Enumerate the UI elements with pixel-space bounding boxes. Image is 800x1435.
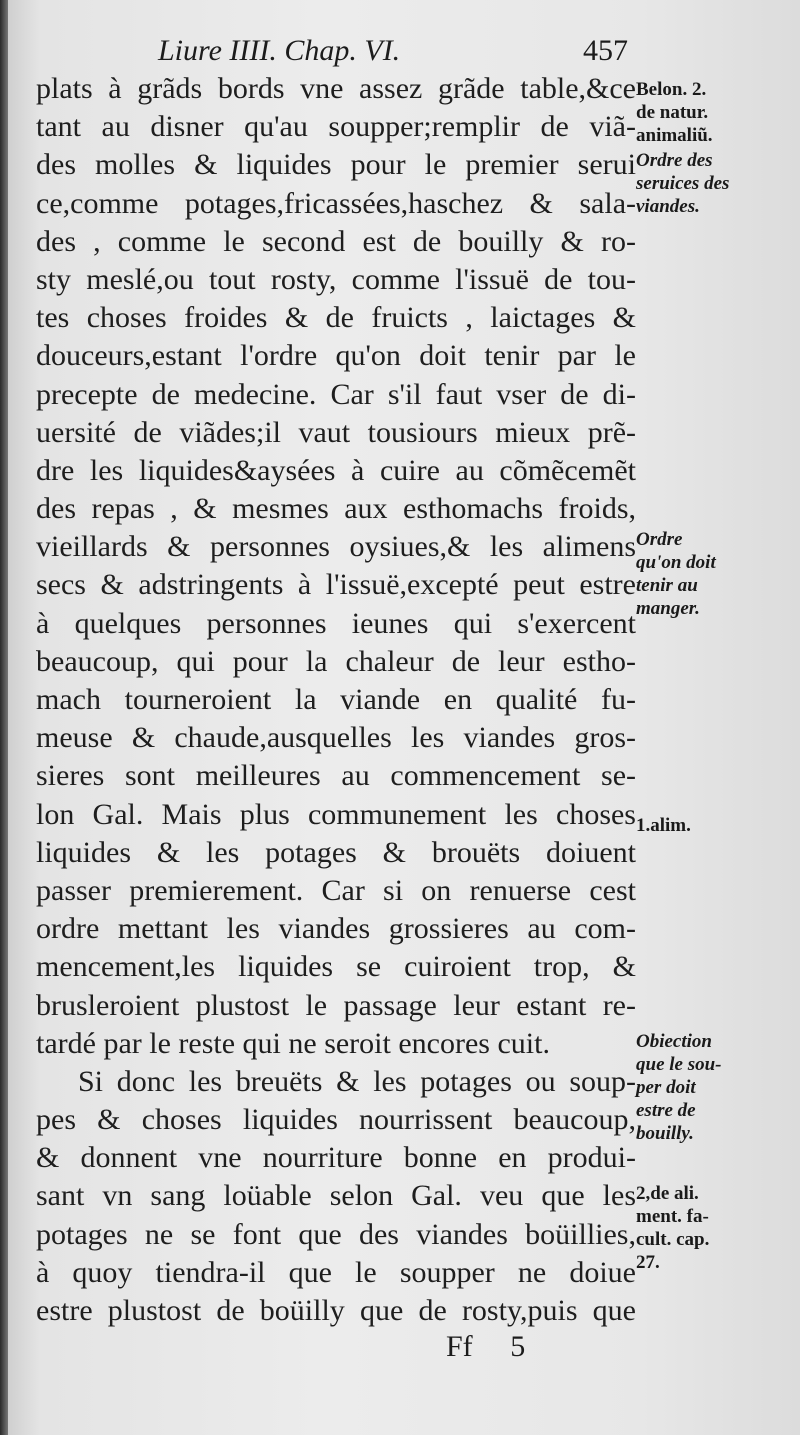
text-line: à quoy tiendra-il que le soupper ne doiue [36,1255,636,1289]
book-page [8,0,800,1435]
text-line: plats à grãds bords vne assez grãde table,&ce [36,72,636,105]
text-line: brusleroient plustost le passage leur estant re- [36,988,636,1022]
margin-note-belon [636,78,786,147]
signature-number: 5 [510,1330,526,1363]
text-line: liquides & les potages & brouëts doiuent [36,835,636,869]
text-line: tardé par le reste qui ne seroit encores cuit. [36,1026,550,1060]
text-line: & donnent vne nourriture bonne en produi- [36,1141,636,1175]
text-line: des repas , & mesmes aux esthomachs froids, [36,492,636,526]
margin-note-line: 2,de ali. [636,1183,699,1204]
text-line: lon Gal. Mais plus communement les choses [36,797,636,831]
margin-note-alim [636,814,786,837]
margin-note-line: bouilly. [636,1123,694,1144]
margin-note-line: Belon. 2. [636,79,707,100]
paragraph-first-line: Si donc les breuëts & les potages ou soup- [78,1064,636,1098]
text-line: tes choses froides & de fruicts , laictages & [36,301,636,335]
text-line: uersité de viãdes;il vaut tousiours mieux prẽ- [36,415,636,449]
text-line: sty meslé,ou tout rosty, comme l'issuë de tou- [36,262,636,296]
margin-note-line: de natur. [636,102,709,123]
signature-letters: Ff [446,1330,473,1363]
margin-note-line: qu'on doit [636,552,716,573]
margin-note-line: ment. fa- [636,1206,709,1227]
margin-note-citation [636,1182,786,1274]
margin-note-line: per doit [636,1077,696,1098]
margin-note-line: cult. cap. [636,1229,710,1250]
margin-note-line: que le sou- [636,1054,722,1075]
margin-note-ordre-des-seruices [636,149,786,218]
margin-note-line: animaliũ. [636,125,713,146]
margin-note-line: viandes. [636,196,700,217]
text-line: des molles & liquides pour le premier serui [36,148,636,182]
text-line: passer premierement. Car si on renuerse cest [36,873,636,907]
margin-note-objection [636,1030,786,1145]
margin-note-line: manger. [636,598,700,619]
margin-note-line: estre de [636,1100,696,1121]
margin-note-line: seruices des [636,173,730,194]
text-line: potages ne se font que des viandes boüillies, [36,1217,636,1251]
text-line: secs & adstringents à l'issuë,excepté peut estre [36,568,636,602]
margin-note-ordre-manger [636,528,786,620]
text-line: ce,comme potages,fricassées,haschez & sala- [36,186,636,220]
text-line: dre les liquides&aysées à cuire au cõmẽcemẽt [36,453,636,487]
text-line: vieillards & personnes oysiues,& les alimens [36,530,636,564]
margin-note-line: Ordre [636,529,683,550]
text-line: ordre mettant les viandes grossieres au com- [36,912,636,946]
text-line: precepte de medecine. Car s'il faut vser de di- [36,377,636,411]
text-line: pes & choses liquides nourrissent beaucoup, [36,1103,636,1137]
margin-note-line: Obiection [636,1031,712,1052]
text-line: sieres sont meilleures au commencement se- [36,759,636,793]
text-line: estre plustost de boüilly que de rosty,puis que [36,1294,636,1327]
page-number: 457 [583,34,628,67]
margin-note-line: 27. [636,1252,660,1273]
main-text-block [36,70,636,1330]
text-line: douceurs,estant l'ordre qu'on doit tenir par le [36,339,636,373]
margin-note-line: 1.alim. [636,815,691,836]
margin-note-line: Ordre des [636,150,713,171]
running-title: Liure IIII. Chap. VI. [158,34,401,67]
text-line: à quelques personnes ieunes qui s'exercent [36,606,636,640]
text-line: mencement,les liquides se cuiroient trop, & [36,950,636,984]
text-line: mach tourneroient la viande en qualité fu- [36,683,636,716]
text-line: tant au disner qu'au soupper;remplir de viã- [36,110,636,144]
text-line: meuse & chaude,ausquelles les viandes gros- [36,721,636,755]
text-line: des , comme le second est de bouilly & ro- [36,224,636,258]
margin-note-line: tenir au [636,575,698,596]
signature-mark [446,1330,525,1364]
text-line: sant vn sang loüable selon Gal. veu que les [36,1179,636,1213]
text-line: beaucoup, qui pour la chaleur de leur estho- [36,644,636,678]
